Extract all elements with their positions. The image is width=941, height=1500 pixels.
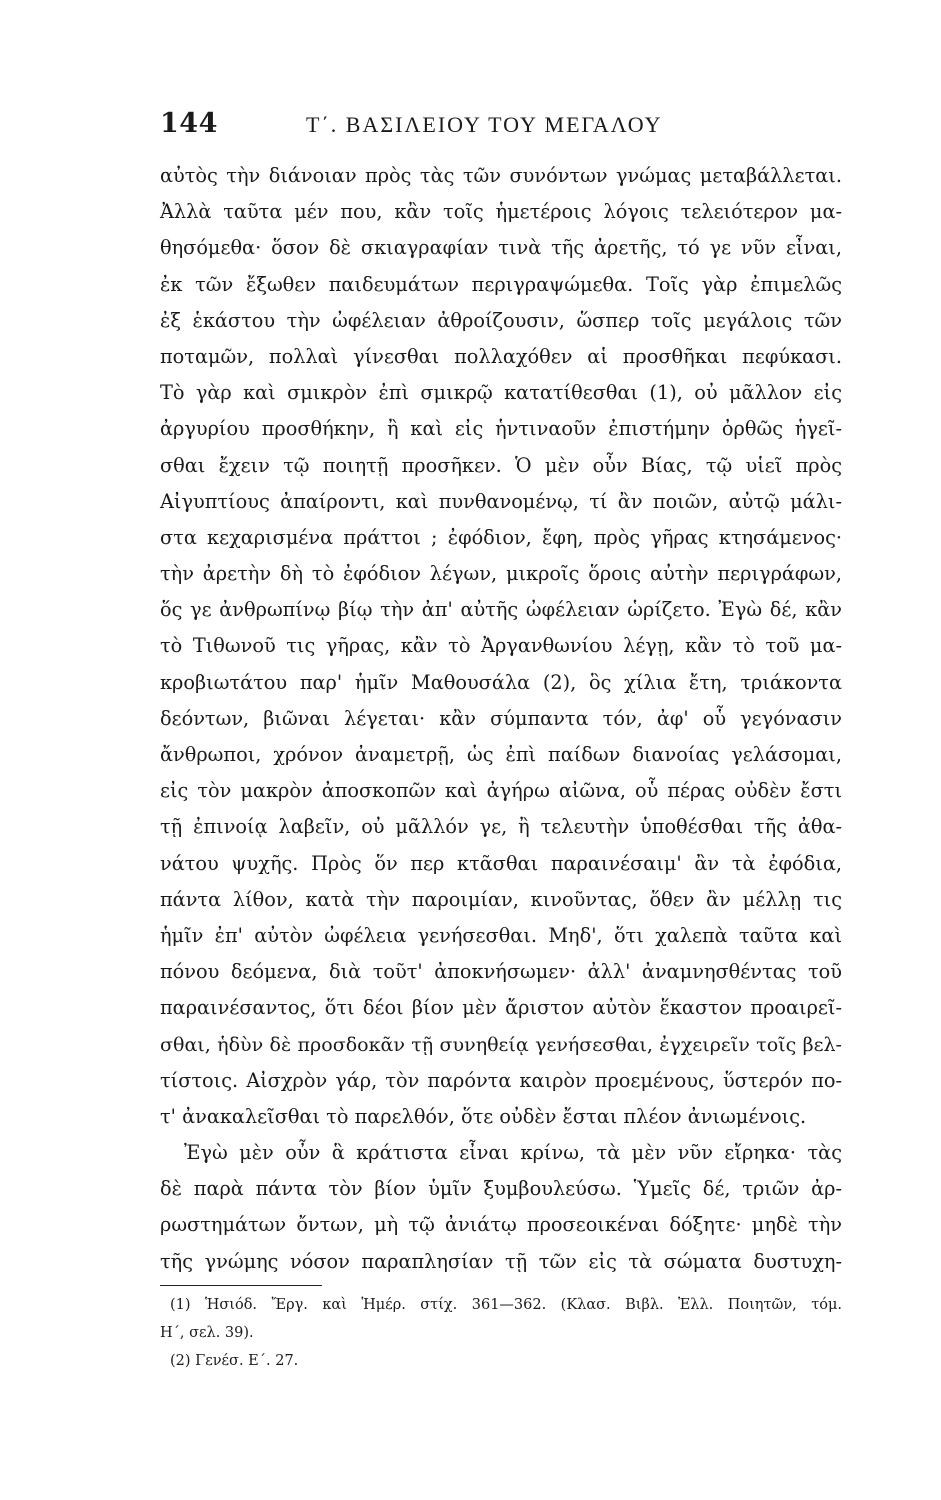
text-line: ἡμῖν ἐπ' αὐτὸν ὠφέλεια γενήσεσθαι. Μηδ', ὅτι χαλεπὰ ταῦτα καὶ	[160, 923, 842, 947]
text-line: Τὸ γὰρ καὶ σμικρὸν ἐπὶ σμικρῷ κατατίθεσθαι (1), οὐ μᾶλλον εἰς	[160, 381, 842, 405]
text-line: θησόμεθα· ὅσον δὲ σκιαγραφίαν τινὰ τῆς ἀρετῆς, τό γε νῦν εἶναι,	[160, 236, 842, 260]
text-line: τ' ἀνακαλεῖσθαι τὸ παρελθόν, ὅτε οὐδὲν ἔσται πλέον ἀνιωμένοις.	[160, 1104, 807, 1128]
text-line: στα κεχαρισμένα πράττοι ; ἐφόδιον, ἔφη, πρὸς γῆρας κτησάμενος·	[160, 525, 842, 549]
footnotes	[160, 1291, 842, 1375]
running-head: Τ΄. ΒΑΣΙΛΕΙΟΥ ΤΟΥ ΜΕΓΑΛΟΥ	[306, 112, 663, 137]
footnote-1: (1) Ἡσιόδ. Ἔργ. καὶ Ἡμέρ. στίχ. 361—362. (Κλασ. Βιβλ. Ἑλλ. Ποιητῶν, τόμ.	[170, 1297, 842, 1313]
text-line: τῇ ἐπινοίᾳ λαβεῖν, οὐ μᾶλλόν γε, ἢ τελευτὴν ὑποθέσθαι τῆς ἀθα-	[160, 815, 842, 839]
text-line: Αἰγυπτίους ἀπαίροντι, καὶ πυνθανομένῳ, τί ἂν ποιῶν, αὐτῷ μάλι-	[160, 489, 842, 513]
text-line: τῆς γνώμης νόσον παραπλησίαν τῇ τῶν εἰς τὰ σώματα δυστυχη-	[160, 1249, 842, 1273]
text-line: πάντα λίθον, κατὰ τὴν παροιμίαν, κινοῦντας, ὅθεν ἂν μέλλῃ τις	[160, 887, 842, 911]
text-line: τὴν ἀρετὴν δὴ τὸ ἐφόδιον λέγων, μικροῖς ὅροις αὐτὴν περιγράφων,	[160, 562, 842, 586]
text-line: Ἐγὼ μὲν οὖν ἃ κράτιστα εἶναι κρίνω, τὰ μὲν νῦν εἴρηκα· τὰς	[184, 1141, 842, 1165]
text-line: τίστοις. Αἰσχρὸν γάρ, τὸν παρόντα καιρὸν προεμένους, ὕστερόν πο-	[160, 1068, 842, 1092]
text-line: σθαι ἔχειν τῷ ποιητῇ προσῆκεν. Ὁ μὲν οὖν Βίας, τῷ υἱεῖ πρὸς	[160, 453, 842, 477]
text-line: πόνου δεόμενα, διὰ τοῦτ' ἀποκνήσωμεν· ἀλλ' ἀναμνησθέντας τοῦ	[160, 960, 842, 984]
footnote-rule	[160, 1285, 322, 1286]
footnote-1-continued: Η΄, σελ. 39).	[160, 1325, 254, 1341]
text-line: ποταμῶν, πολλαὶ γίνεσθαι πολλαχόθεν αἱ προσθῆκαι πεφύκασι.	[160, 344, 842, 368]
text-line: ἀργυρίου προσθήκην, ἢ καὶ εἰς ἡντιναοῦν ἐπιστήμην ὀρθῶς ἡγεῖ-	[160, 417, 842, 441]
text-line: τὸ Τιθωνοῦ τις γῆρας, κἂν τὸ Ἀργανθωνίου λέγῃ, κἂν τὸ τοῦ μα-	[160, 634, 842, 658]
body-text	[160, 158, 842, 1280]
text-line: νάτου ψυχῆς. Πρὸς ὅν περ κτᾶσθαι παραινέσαιμ' ἂν τὰ ἐφόδια,	[160, 851, 842, 875]
text-line: σθαι, ἡδὺν δὲ προσδοκᾶν τῇ συνηθείᾳ γενήσεσθαι, ἐγχειρεῖν τοῖς βελ-	[160, 1033, 842, 1056]
text-line: ἐκ τῶν ἔξωθεν παιδευμάτων περιγραψώμεθα. Τοῖς γὰρ ἐπιμελῶς	[160, 272, 842, 296]
text-line: ἐξ ἑκάστου τὴν ὠφέλειαν ἀθροίζουσιν, ὥσπερ τοῖς μεγάλοις τῶν	[160, 308, 842, 332]
text-line: εἰς τὸν μακρὸν ἀποσκοπῶν καὶ ἀγήρω αἰῶνα, οὗ πέρας οὐδὲν ἔστι	[160, 779, 842, 803]
page-number: 144	[160, 108, 218, 139]
text-line: ἄνθρωποι, χρόνον ἀναμετρῇ, ὡς ἐπὶ παίδων διανοίας γελάσομαι,	[160, 743, 842, 766]
footnote-2: (2) Γενέσ. Ε΄. 27.	[170, 1353, 299, 1369]
text-line: κροβιωτάτου παρ' ἡμῖν Μαθουσάλα (2), ὃς χίλια ἔτη, τριάκοντα	[160, 670, 842, 694]
page-header	[160, 108, 860, 142]
text-line: ρωστημάτων ὄντων, μὴ τῷ ἀνιάτῳ προσεοικέναι δόξητε· μηδὲ τὴν	[160, 1213, 842, 1237]
text-line: παραινέσαντος, ὅτι δέοι βίον μὲν ἄριστον αὐτὸν ἕκαστον προαιρεῖ-	[160, 996, 842, 1020]
text-line: Ἀλλὰ ταῦτα μέν που, κἂν τοῖς ἡμετέροις λόγοις τελειότερον μα-	[160, 200, 842, 224]
text-line: αὐτὸς τὴν διάνοιαν πρὸς τὰς τῶν συνόντων γνώμας μεταβάλλεται.	[160, 164, 842, 187]
text-line: δεόντων, βιῶναι λέγεται· κἂν σύμπαντα τόν, ἀφ' οὗ γεγόνασιν	[160, 706, 842, 730]
text-line: ὅς γε ἀνθρωπίνῳ βίῳ τὴν ἀπ' αὐτῆς ὠφέλειαν ὡρίζετο. Ἐγὼ δέ, κἂν	[160, 598, 842, 622]
text-line: δὲ παρὰ πάντα τὸν βίον ὑμῖν ξυμβουλεύσω. Ὑμεῖς δέ, τριῶν ἀρ-	[160, 1177, 842, 1201]
